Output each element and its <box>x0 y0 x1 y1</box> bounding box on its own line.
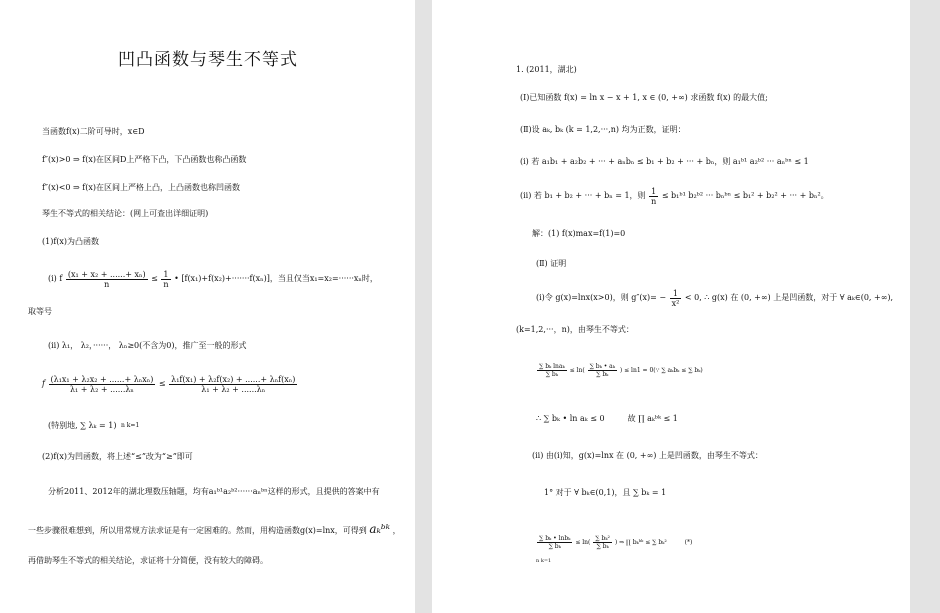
text-line: (1)f(x)为凸函数 <box>42 237 100 246</box>
formula-line <box>536 412 678 426</box>
fraction-numerator: (λ₁x₁ + λ₂x₂ + ......+ λₙxₙ) <box>50 374 154 384</box>
text-line: 取等号 <box>28 307 52 316</box>
fraction <box>649 187 658 206</box>
formula-text: (i) f <box>48 274 63 283</box>
fraction-denominator: ∑ bₖ <box>545 371 558 378</box>
formula-text: 一些步骤很难想到，所以用常规方法求证是有一定困难的。然而，用构造函数g(x)=lnx，可得到 <box>28 526 367 535</box>
formula-text: ) ⇒ ∏ bₖᵇᵏ ≤ ∑ bₖ² <box>614 539 667 546</box>
formula-text: ≤ ln( <box>575 539 591 546</box>
text-line: f″(x)<0 ⇒ f(x)在区间上严格上凸，上凸函数也称凹函数 <box>42 183 240 192</box>
fraction-denominator: λ₁ + λ₂ + ......λₙ <box>69 384 134 394</box>
text-line: 1° 对于 ∀ bₖ∈(0,1)，且 ∑ bₖ = 1 <box>544 488 667 497</box>
fraction-denominator: λ₁ + λ₂ + ......λₙ <box>201 384 266 394</box>
formula-line <box>48 265 378 293</box>
formula-text: ≤ ln( <box>569 367 585 374</box>
fraction-numerator: ∑ bₖ • aₖ <box>589 363 615 370</box>
formula-line <box>28 522 401 538</box>
fraction-denominator: n <box>651 196 657 206</box>
sum-upper: n <box>536 558 540 564</box>
fraction-numerator: 1 <box>649 187 658 197</box>
text-line: 分析2011、2012年的湖北理数压轴题，均有a₁ᵇ¹a₂ᵇ²······aₙᵇⁿ这样的形式，且提供的答案中有 <box>48 487 380 496</box>
fraction-numerator: ∑ bₖ lnaₖ <box>539 363 565 370</box>
text-line: f″(x)>0 ⇒ f(x)在区间D上严格下凸，下凸函数也称凸函数 <box>42 155 247 164</box>
fraction-denominator: n <box>163 279 169 289</box>
text-line: (Ⅱ) 证明 <box>536 259 567 268</box>
fraction <box>49 375 156 394</box>
formula-line <box>536 287 893 309</box>
fraction <box>537 363 567 378</box>
text-line: 当函数f(x)二阶可导时，x∈D <box>42 127 145 136</box>
fraction-numerator: 1 <box>161 270 170 280</box>
formula-line <box>48 416 141 436</box>
fraction-numerator: λ₁f(x₁) + λ₂f(x₂) + ......+ λₙf(xₙ) <box>171 374 296 384</box>
text-line: (ii) 由(i)知，g(x)=lnx 在 (0, +∞) 上是凹函数，由琴生不等式： <box>532 451 763 460</box>
text-line: 琴生不等式的相关结论：(网上可查出详细证明) <box>42 209 209 218</box>
fraction <box>161 270 170 289</box>
formula-text: ≤ b₁ᵇ¹ b₂ᵇ² ··· bₙᵇⁿ ≤ b₁² + b₂² + ··· + bₙ²。 <box>661 191 829 200</box>
sum-limits <box>121 423 139 429</box>
problem-heading: 1. (2011，湖北) <box>516 65 577 74</box>
right-page <box>432 0 910 613</box>
text-line: (Ⅱ)设 aₖ, bₖ (k = 1,2,···,n) 均为正数，证明： <box>520 125 686 134</box>
fraction <box>66 270 148 289</box>
formula-text: (i)令 g(x)=lnx(x>0)，则 g″(x)= − <box>536 293 667 302</box>
formula-line <box>536 358 703 384</box>
text-line: (i) 若 a₁b₁ + a₂b₂ + ··· + aₙbₙ ≤ b₁ + b₂ + ··· + bₙ，则 a₁ᵇ¹ a₂ᵇ² ··· aₙᵇⁿ ≤ 1 <box>520 157 809 166</box>
fraction-numerator: 1 <box>670 289 682 299</box>
fraction-numerator: (x₁ + x₂ + ......+ xₙ) <box>67 269 146 279</box>
text-line: (k=1,2,···，n)，由琴生不等式： <box>516 325 634 334</box>
fraction-denominator: ∑ bₖ <box>548 543 561 550</box>
sum-lower: k=1 <box>540 558 552 564</box>
sum-limits <box>536 558 551 564</box>
text-line: 解：(1) f(x)max=f(1)=0 <box>532 229 626 238</box>
formula-text: 故 ∏ aₖᵇᵏ ≤ 1 <box>627 414 678 423</box>
fraction-numerator: ∑ bₖ² <box>595 535 610 542</box>
formula-line <box>42 370 298 398</box>
fraction-denominator: x² <box>671 298 680 308</box>
formula-text: ≤ <box>151 274 158 283</box>
fraction <box>593 535 612 550</box>
formula-line <box>520 185 829 207</box>
formula-text: • [f(x₁)+f(x₂)+·······f(xₙ)]，当且仅当x₁=x₂=······xₙ时， <box>174 274 378 283</box>
fraction-denominator: ∑ bₖ <box>596 371 609 378</box>
fraction <box>169 375 297 394</box>
sum-lower: k=1 <box>126 422 140 429</box>
formula-text: ) ≤ ln1 = 0(∵ ∑ aₖbₖ ≤ ∑ bₖ) <box>619 367 703 374</box>
formula-text: aₖᵇᵏ <box>369 522 391 536</box>
fraction-denominator: ∑ bₖ <box>596 543 609 550</box>
text-line: 再借助琴生不等式的相关结论，求证将十分简便，没有较大的障碍。 <box>28 556 268 565</box>
text-line: (2)f(x)为凹函数，将上述“≤”改为“≥”即可 <box>42 452 193 461</box>
text-line: (Ⅰ)已知函数 f(x) = ln x − x + 1, x ∈ (0, +∞) 求函数 f(x) 的最大值; <box>520 93 768 102</box>
page-title: 凹凸函数与琴生不等式 <box>118 50 298 70</box>
formula-text: < 0, ∴ g(x) 在 (0, +∞) 上是凹函数，对于 ∀ aₖ∈(0, +∞), <box>684 293 894 302</box>
formula-line <box>536 530 692 556</box>
left-page <box>0 0 415 613</box>
fraction <box>588 363 617 378</box>
sum-upper: n <box>121 422 125 429</box>
fraction-numerator: ∑ bₖ • lnbₖ <box>539 535 571 542</box>
formula-text: f <box>42 379 45 388</box>
fraction <box>670 289 682 308</box>
formula-text: ， <box>392 526 401 535</box>
equation-marker: (*) <box>684 539 693 546</box>
formula-text: (ii) 若 b₁ + b₂ + ··· + bₙ = 1，则 <box>520 191 646 200</box>
fraction <box>537 535 572 550</box>
formula-text: ∴ ∑ bₖ • ln aₖ ≤ 0 <box>536 414 605 423</box>
formula-text: (特别地, ∑ λₖ = 1) <box>48 421 117 430</box>
formula-text: ≤ <box>158 379 166 388</box>
fraction-denominator: n <box>104 279 110 289</box>
text-line: (ii) λ₁， λ₂，······， λₙ≥0(不含为0)，推广至一般的形式 <box>48 341 247 350</box>
